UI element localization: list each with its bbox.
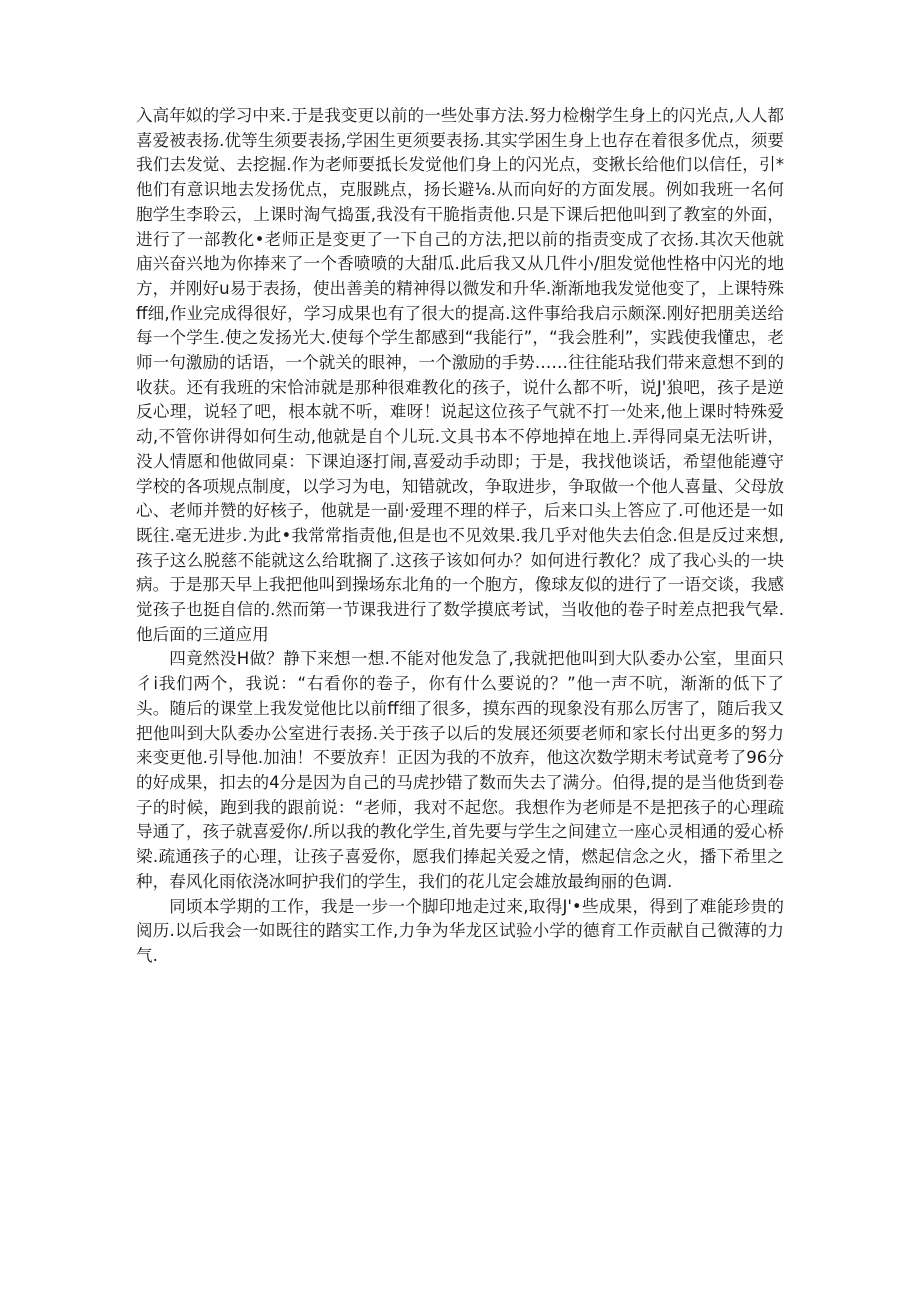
document-body	[136, 104, 784, 969]
paragraph-continued: 入高年姒的学习中来.于是我变更以前的一些处事方法.努力检榭学生身上的闪光点,人人都喜爱被表扬.优等生须要表扬,学困生更须要表扬.其实学困生身上也存在着很多优点，须要我们去发觉、去挖掘.作为老师要抵长发觉他们身上的闪光点，变揪长给他们以信任，引*他们有意识地去发扬优点，克服跳点，扬长避⅛.从而向好的方面发展。例如我班一名何胞学生李聆云，上课时淘气捣蛋,我没有干脆指责他.只是下课后把他叫到了教室的外面，进行了一部教化•老师正是变更了一下自己的方法,把以前的指责变成了衣扬.其次天他就庙兴奋兴地为你捧来了一个香喷喷的大甜瓜.此后我又从几件小/胆发觉他性格中闪光的地方，并刚好u易于表扬，使出善美的精神得以微发和升华.渐渐地我发觉他变了，上课特殊ff细,作业完成得很好，学习成果也有了很大的提高.这件事给我启示颇深.刚好把朋美送给每一个学生.使之发扬光大.使每个学生都感到“我能行”，“我会胜利”，实践使我懂忠，老师一句激励的话语，一个就关的眼神，一个激励的手势……往往能玷我们带来意想不到的收获。还有我班的宋恰沛就是那种很难教化的孩子，说什么都不听，说J'狼吧，孩子是逆反心理，说轻了吧，根本就不听，难呀！说起这位孩子气就不打一处来,他上课时特殊爱动,不管你讲得如何生动,他就是自个儿玩.文具书本不停地掉在地上.弄得同桌无法听讲，没人情愿和他做同桌：下课迫逐打闹,喜爱动手动即；于是，我找他谈话，希望他能遵守学校的各项规点制度，以学习为电，知错就改，争取进步，争取做一个他人喜量、父母放心、老师并赞的好核子，他就是一副·爱理不理的样子，后来口头上答应了.可他还是一如既往.毫无进步.为此•我常常指责他,但是也不见效果.我几乎对他失去伯念.但是反过来想,孩子这么脱慈不能就这么给耽搁了.这孩子该如何办？如何进行教化？成了我心头的一块病。于是那天早上我把他叫到操场东北角的一个胞方，像球友似的进行了一语交谈，我感觉孩子也挺自信的.然而第一节课我进行了数学摸底考试，当收他的卷子时差点把我气晕.他后面的三道应用	[136, 106, 784, 644]
paragraph-closing: 同顷本学期的工作，我是一步一个脚印地走过来,取得J'•些成果，得到了难能珍贵的阅历.以后我会一如既往的踏实工作,力争为华龙区试验小学的德育工作贡献自己微薄的力气.	[136, 896, 784, 965]
paragraph: 四竟然没H做？静下来想一想.不能对他发急了,我就把他叫到大队委办公室，里面只彳i我们两个，我说：“右看你的卷子，你有什么要说的？”他一声不吭，渐渐的低下了头。随后的课堂上我发觉他比以前ff细了很多，摸东西的现象没有那么厉害了，随后我又把他叫到大队委办公室进行表扬.关于孩子以后的发展还须要老师和家长付出更多的努力来变更他.引导他.加油！不要放弃！正因为我的不放弃，他这次数学期末考试竟考了96分的好成果，扣去的4分是因为自己的马虎抄错了数而失去了满分。伯得,提的是当他货到卷子的时候，跑到我的跟前说：“老师，我对不起您。我想作为老师是不是把孩子的心理疏导通了，孩子就喜爱你/.所以我的教化学生,首先要与学生之间建立一座心灵相通的爱心桥梁.疏通孩子的心理，让孩子喜爱你，愿我们捧起关爱之情，燃起信念之火，播下希里之种，春风化雨依浇冰呵护我们的学生，我们的花儿定会雄放最绚丽的色调.	[136, 649, 784, 891]
